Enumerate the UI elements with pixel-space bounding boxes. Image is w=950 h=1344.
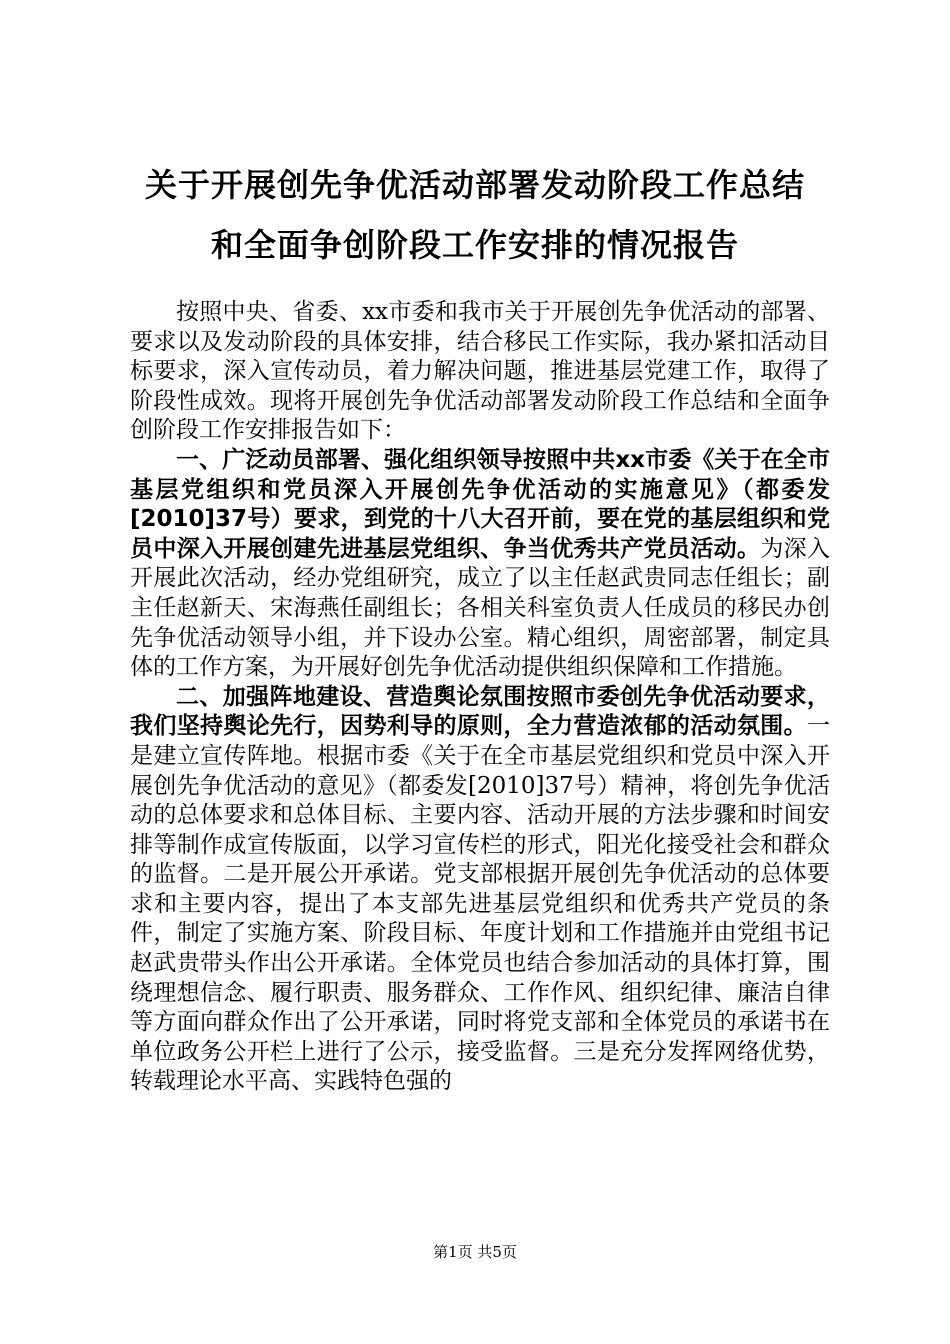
section-2-paragraph — [130, 683, 830, 1097]
section-1-body: 为深入开展此次活动，经办党组研究，成立了以主任赵武贵同志任组长；副主任赵新天、宋海燕任副组长；各相关科室负责人任成员的移民办创先争优活动领导小组，并下设办公室。精心组织，周密部署，制定具体的工作方案，为开展好创先争优活动提供组织保障和工作措施。 — [130, 535, 831, 681]
title-line-1: 关于开展创先争优活动部署发动阶段工作总结 — [144, 166, 805, 204]
intro-paragraph: 按照中央、省委、xx市委和我市关于开展创先争优活动的部署、要求以及发动阶段的具体安排，结合移民工作实际，我办紧扣活动目标要求，深入宣传动员，着力解决问题，推进基层党建工作，取得了阶段性成效。现将开展创先争优活动部署发动阶段工作总结和全面争创阶段工作安排报告如下： — [130, 299, 830, 444]
title-line-2: 和全面争创阶段工作安排的情况报告 — [210, 226, 739, 264]
section-1-heading: 一、广泛动员部署、强化组织领导按照中共xx市委《关于在全市基层党组织和党员深入开展创先争优活动的实施意见》（都委发[2010]37号）要求，到党的十八大召开前，要在党的基层组织和党员中深入开展创建先进基层党组织、争当优秀共产党员活动。 — [130, 446, 830, 562]
section-2-body: 一是建立宣传阵地。根据市委《关于在全市基层党组织和党员中深入开展创先争优活动的意见》（都委发[2010]37号）精神，将创先争优活动的总体要求和总体目标、主要内容、活动开展的方法步骤和时间安排等制作成宣传版面，以学习宣传栏的形式，阳光化接受社会和群众的监督。二是开展公开承诺。党支部根据开展创先争优活动的总体要求和主要内容，提出了本支部先进基层党组织和优秀共产党员的条件，制定了实施方案、阶段目标、年度计划和工作措施并由党组书记赵武贵带头作出公开承诺。全体党员也结合参加活动的具体打算，围绕理想信念、履行职责、服务群众、工作作风、组织纪律、廉洁自律等方面向群众作出了公开承诺，同时将党支部和全体党员的承诺书在单位政务公开栏上进行了公示，接受监督。三是充分发挥网络优势，转载理论水平高、实践特色强的 — [130, 713, 830, 1095]
document-body — [130, 298, 830, 1097]
section-1-paragraph — [130, 446, 830, 683]
page-number-footer: 第1页 共5页 — [433, 1243, 517, 1261]
section-2-heading: 二、加强阵地建设、营造舆论氛围按照市委创先争优活动要求，我们坚持舆论先行，因势利导的原则，全力营造浓郁的活动氛围。 — [130, 683, 830, 740]
document-title — [100, 155, 850, 275]
